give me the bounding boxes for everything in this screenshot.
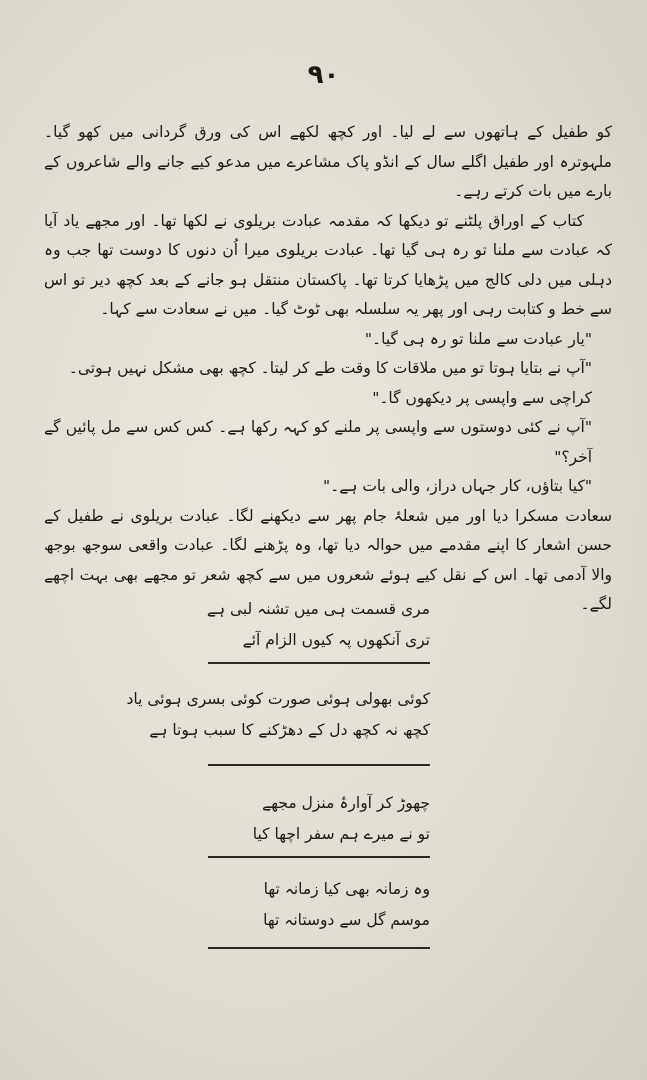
closing-paragraph-line-1: سعادت مسکرا دیا اور میں شعلۂ جام پھر سے دیکھنے لگا۔ عبادت بریلوی نے طفیل کے حسن اشعار کا اپنے <box>44 506 612 554</box>
paragraph-1-line-2: انڈو پاک مشاعرے میں مدعو کیے جانے والے شاعروں کے بارے میں بات کرتے رہے۔ <box>44 152 612 200</box>
couplet-1-line-2: تری آنکھوں پہ کیوں الزام آئے <box>242 631 430 649</box>
paragraph-2-line-4: سعادت سے کہا۔ <box>100 300 210 318</box>
couplet-2 <box>126 684 430 746</box>
paragraph-2-line-3: پاکستان منتقل ہو جانے کے بعد کچھ دیر تو اس سے خط و کتابت رہی اور پھر یہ سلسلہ بھی ٹوٹ گیا۔ میں نے <box>44 270 612 318</box>
closing-paragraph-line-2: مقدمے میں حوالہ دیا تھا، وہ پڑھنے لگا۔ عبادت واقعی سوجھ بوجھ والا آدمی تھا۔ اس کے نقل کیے ہوئے <box>44 536 612 584</box>
paragraph-2-line-1: کتاب کے اوراق پلٹنے تو دیکھا کہ مقدمہ عبادت بریلوی نے لکھا تھا۔ اور مجھے یاد آیا کہ عبادت سے ملنا <box>44 211 612 259</box>
prose-block <box>44 118 612 620</box>
paragraph-2 <box>44 207 612 325</box>
couplet-divider <box>208 856 430 858</box>
paragraph-1 <box>44 118 612 207</box>
couplet-2-line-2: کچھ نہ کچھ دل کے دھڑکنے کا سبب ہوتا ہے <box>149 721 430 739</box>
dialogue-line-3: کراچی سے واپسی پر دیکھوں گا۔" <box>372 388 592 407</box>
paragraph-2-line-2: تو رہ ہی گیا تھا۔ عبادت بریلوی میرا اُن دنوں کا دوست تھا جب وہ دہلی میں دلی کالج میں پڑھایا کرتا تھا۔ <box>44 241 612 289</box>
couplet-3-line-1: چھوڑ کر آوارۂ منزل مجھے <box>262 794 430 812</box>
dialogue-line-2: "آپ نے بتایا ہوتا تو میں ملاقات کا وقت طے کر لیتا۔ کچھ بھی مشکل نہیں ہوتی۔ <box>68 359 592 377</box>
couplet-4-line-1: وہ زمانہ بھی کیا زمانہ تھا <box>263 880 430 898</box>
couplet-1-line-1: مری قسمت ہی میں تشنہ لبی ہے <box>206 600 430 618</box>
couplet-divider <box>208 662 430 664</box>
couplet-4 <box>205 874 430 936</box>
dialogue-line-1: "یار عبادت سے ملنا تو رہ ہی گیا۔" <box>364 329 592 348</box>
closing-paragraph-line-3: شعروں میں سے کچھ شعر تو مجھے بھی بہت اچھے لگے۔ <box>44 565 612 613</box>
paragraph-1-line-1: کو طفیل کے ہاتھوں سے لے لیا۔ اور کچھ لکھے اس کی ورق گردانی میں کھو گیا۔ ملہوترہ اور طفیل اگلے سال کے <box>44 123 612 171</box>
couplet-2-line-1: کوئی بھولی ہوئی صورت کوئی بسری ہوئی یاد <box>126 690 430 708</box>
dialogue-line-4: "آپ نے کئی دوستوں سے واپسی پر ملنے کو کہہ رکھا ہے۔ کس کس سے مل پائیں گے آخر؟" <box>44 418 592 466</box>
couplet-3 <box>205 788 430 850</box>
dialogue-line-5: "کیا بتاؤں، کار جہاں دراز، والی بات ہے۔" <box>323 477 592 495</box>
page-number: ۹۰ <box>307 60 340 90</box>
couplet-1 <box>205 594 430 656</box>
couplet-divider <box>208 764 430 766</box>
couplet-3-line-2: تو نے میرے ہم سفر اچھا کیا <box>252 825 430 843</box>
couplet-divider <box>208 947 430 949</box>
couplet-4-line-2: موسم گل سے دوستانہ تھا <box>263 911 430 929</box>
